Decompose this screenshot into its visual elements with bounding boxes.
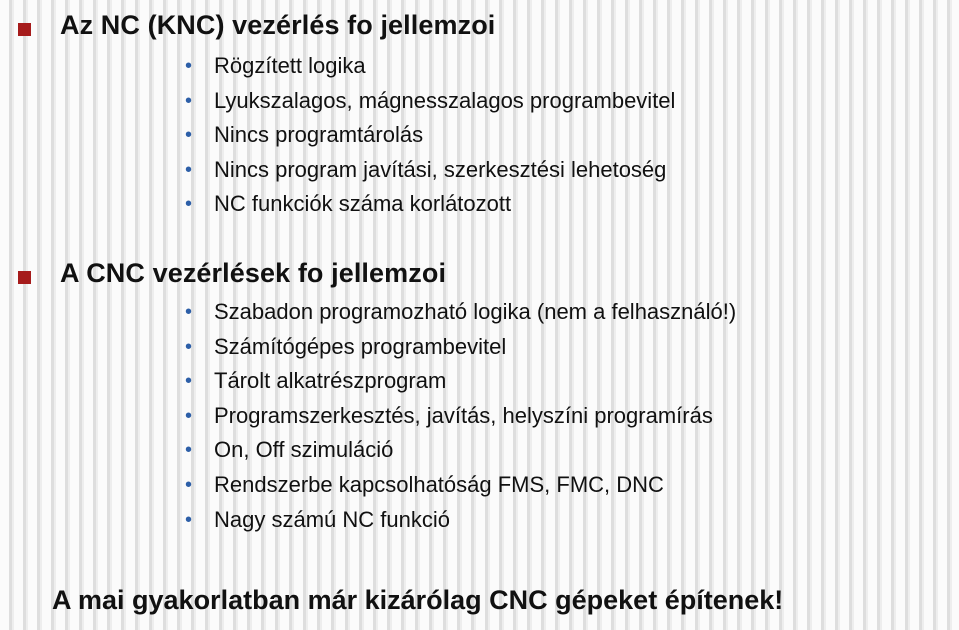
list-item (0, 296, 959, 331)
list-item (0, 188, 959, 223)
list-item-text: Nincs programtárolás (214, 122, 424, 148)
list-item (0, 50, 959, 85)
list-item (0, 85, 959, 120)
list-item-text: Tárolt alkatrészprogram (214, 368, 447, 394)
section-heading-row (0, 254, 959, 296)
list-item-text: Szabadon programozható logika (nem a felhasználó!) (214, 299, 737, 324)
list-item (0, 365, 959, 400)
list-item-text: Nincs program javítási, szerkesztési lehetoség (214, 156, 667, 182)
list-item-text: Nagy számú NC funkció (214, 506, 450, 532)
list-item (0, 119, 959, 154)
list-item (0, 154, 959, 189)
list-item-text: Rögzített logika (214, 53, 366, 78)
dot-bullet-icon: • (185, 301, 193, 323)
section-nc-features (0, 6, 959, 217)
list-item-text: Programszerkesztés, javítás, helyszíni programírás (214, 402, 713, 428)
bullet-list (0, 296, 959, 538)
list-item (0, 469, 959, 504)
dot-bullet-icon: • (185, 193, 193, 216)
square-bullet-icon (18, 23, 31, 36)
section-heading: Az NC (KNC) vezérlés fo jellemzoi (60, 10, 496, 40)
list-item (0, 434, 959, 469)
conclusion-note: A mai gyakorlatban már kizárólag CNC gépeket építenek! (52, 585, 784, 615)
bullet-list (0, 50, 959, 223)
square-bullet-icon (18, 271, 31, 284)
dot-bullet-icon: • (185, 473, 193, 496)
list-item (0, 400, 959, 435)
dot-bullet-icon: • (185, 439, 193, 462)
section-cnc-features (0, 254, 959, 532)
dot-bullet-icon: • (185, 370, 193, 393)
section-heading: A CNC vezérlések fo jellemzoi (60, 258, 447, 288)
dot-bullet-icon: • (185, 508, 193, 531)
dot-bullet-icon: • (185, 124, 193, 147)
list-item-text: NC funkciók száma korlátozott (214, 191, 512, 217)
dot-bullet-icon: • (185, 55, 193, 77)
section-heading-row (0, 6, 959, 48)
dot-bullet-icon: • (185, 335, 193, 358)
dot-bullet-icon: • (185, 404, 193, 427)
list-item-text: Lyukszalagos, mágnesszalagos programbevitel (214, 87, 676, 113)
dot-bullet-icon: • (185, 158, 193, 181)
list-item-text: On, Off szimuláció (214, 437, 394, 463)
list-item-text: Számítógépes programbevitel (214, 333, 507, 359)
list-item-text: Rendszerbe kapcsolhatóság FMS, FMC, DNC (214, 471, 664, 497)
list-item (0, 504, 959, 539)
dot-bullet-icon: • (185, 89, 193, 112)
list-item (0, 331, 959, 366)
